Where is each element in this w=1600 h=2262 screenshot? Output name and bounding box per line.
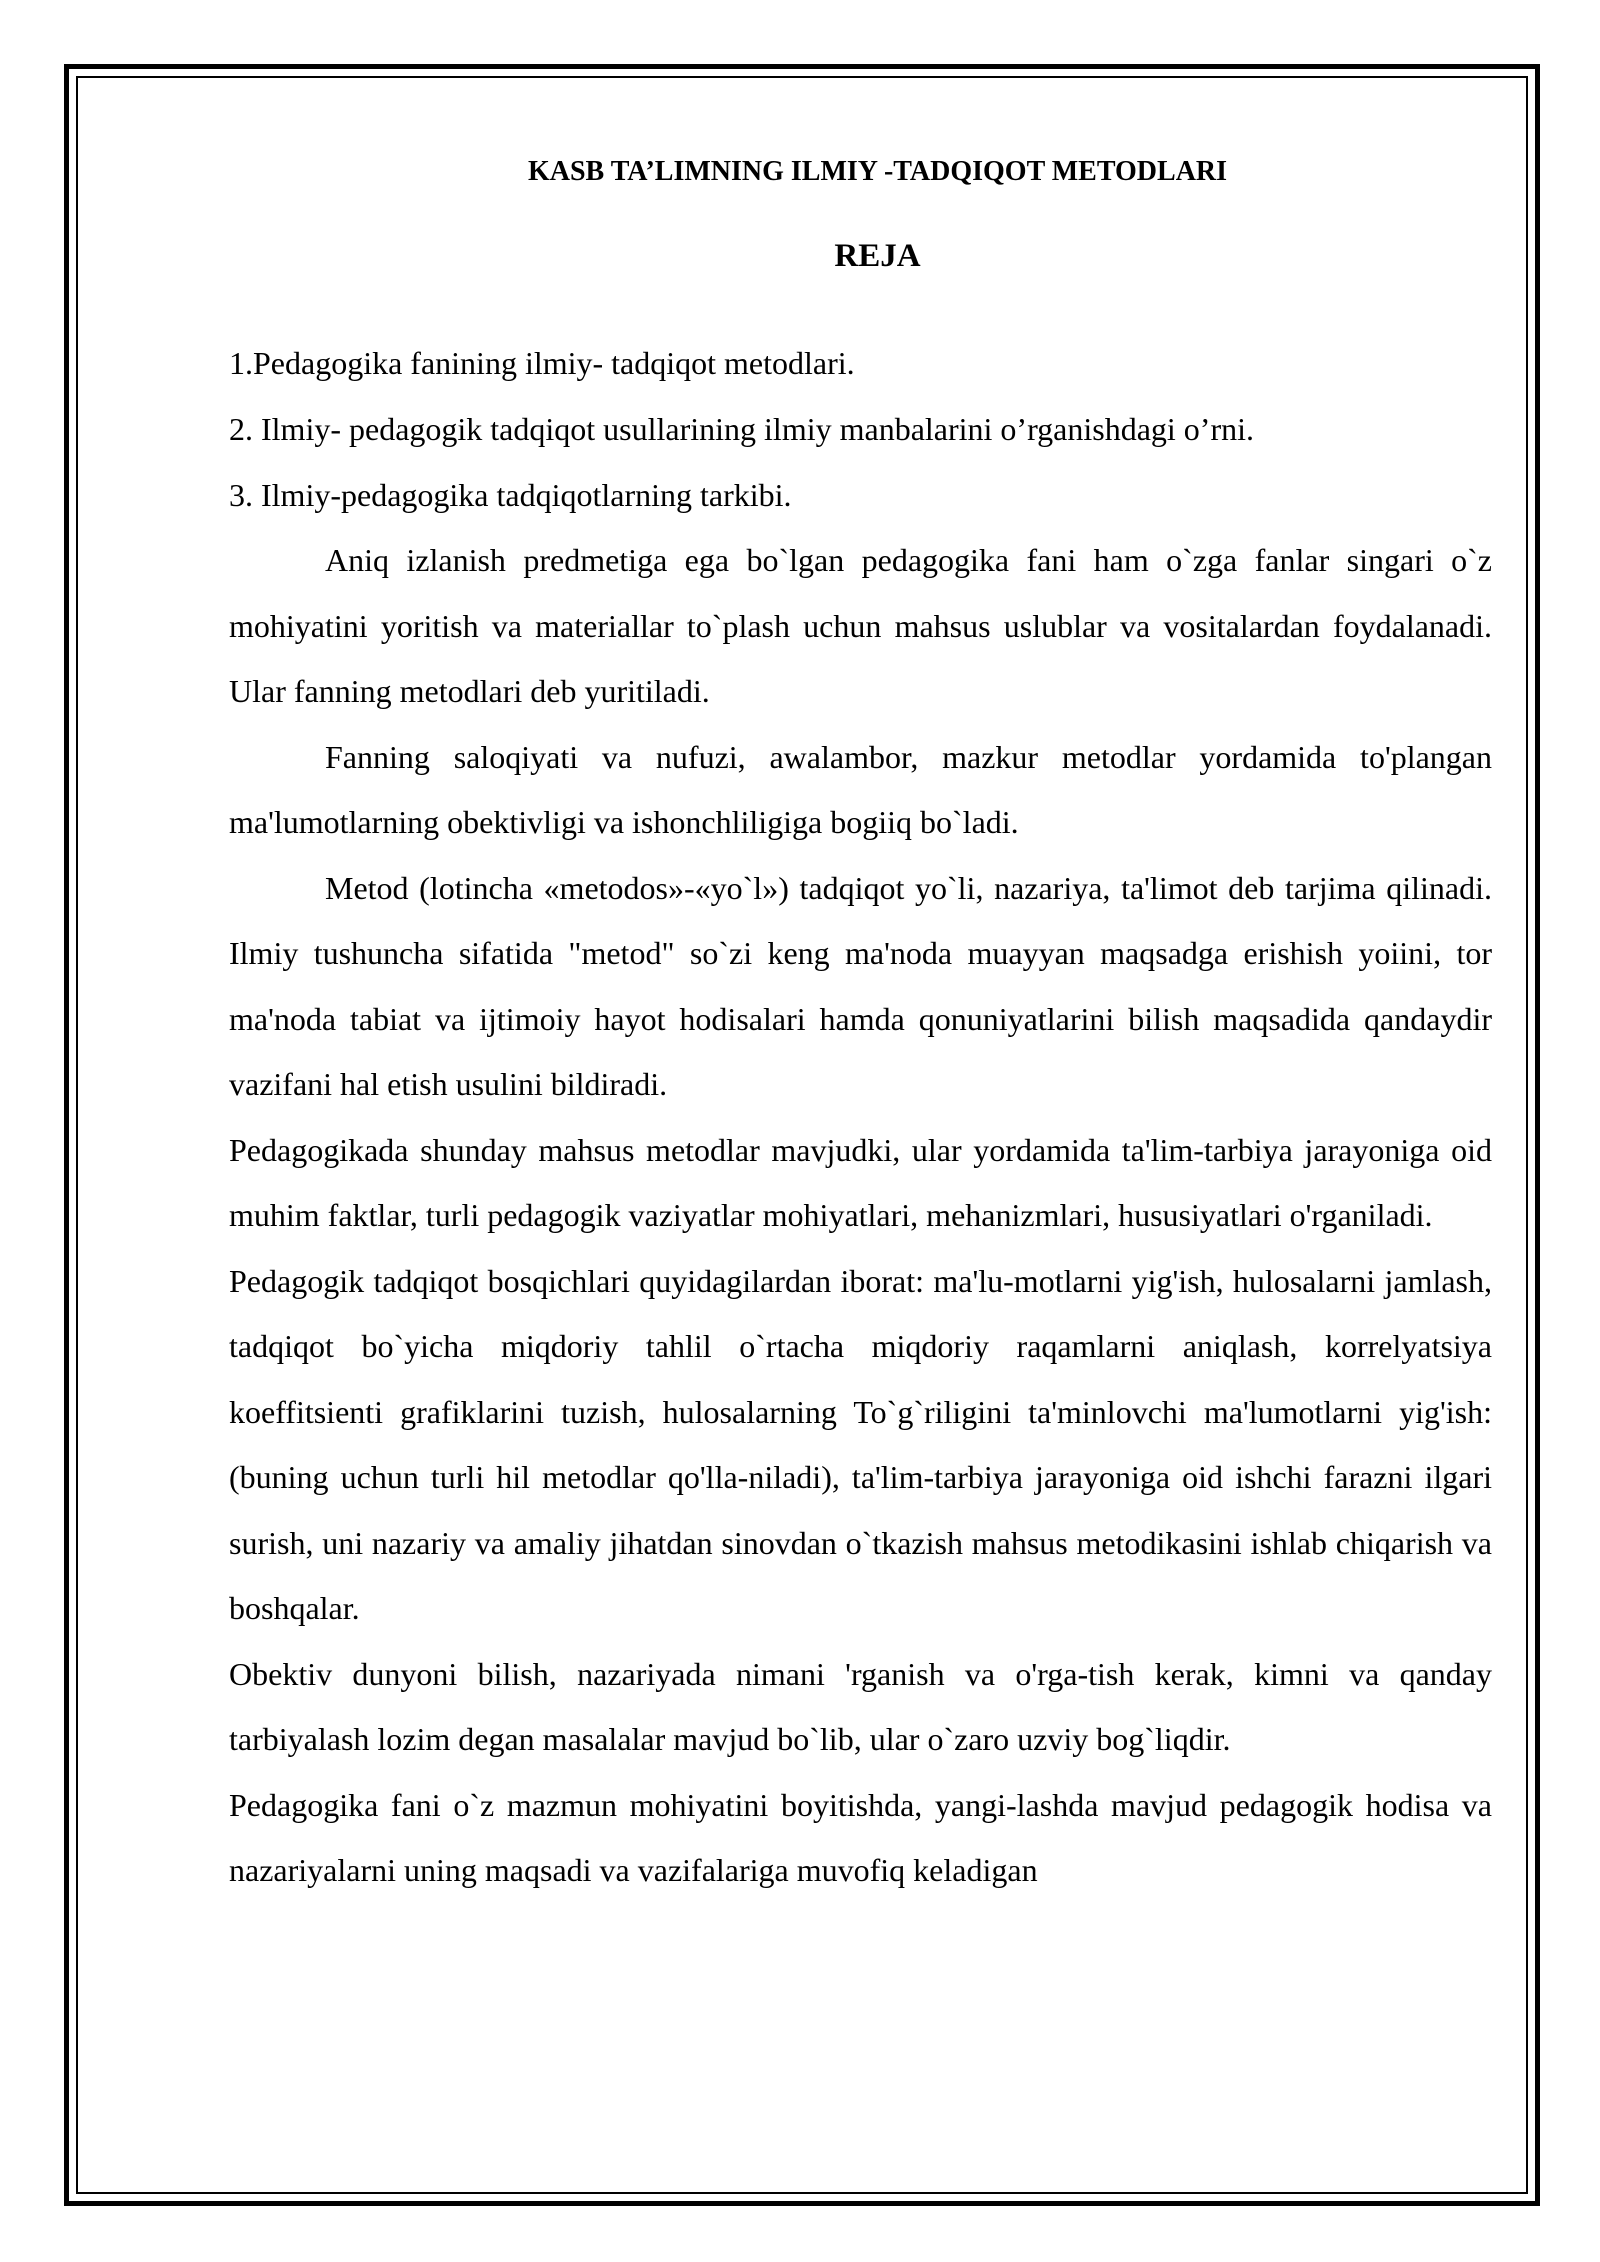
document-body (229, 148, 1492, 1904)
paragraph: Fanning saloqiyati va nufuzi, awalambor, mazkur metodlar yordamida to'plangan ma'lumotlarning obektivligi va ishonchliligiga bogiiq bo`ladi. (229, 738, 1492, 840)
paragraph: Metod (lotincha «metodos»-«yo`l») tadqiqot yo`li, nazariya, ta'limot deb tarjima qilinadi. Ilmiy tushuncha sifatida "metod" so`zi keng ma'noda muayyan maqsadga erishish yoiini, tor ma'noda tabiat va ijtimoiy hayot hodisalari hamda qonuniyatlarini bilish maqsadida qandaydir vazifani hal etish usulini bildiradi. (229, 869, 1492, 1102)
plan-heading: REJA (834, 238, 921, 274)
paragraph: Aniq izlanish predmetiga ega bo`lgan pedagogika fani ham o`zga fanlar singari o`z mohiyatini yoritish va materiallar to`plash uchun mahsus uslublar va vositalardan foydalanadi. Ular fanning metodlari deb yuritiladi. (229, 542, 1492, 709)
plan-item: 2. Ilmiy- pedagogik tadqiqot usullarining ilmiy manbalarini o’rganishdagi o’rni. (229, 411, 1254, 447)
paragraph: Pedagogikada shunday mahsus metodlar mavjudki, ular yordamida ta'lim-tarbiya jarayoniga oid muhim faktlar, turli pedagogik vaziyatlar mohiyatlari, mehanizmlari, hususiyatlari o'rganiladi. (229, 1131, 1492, 1233)
paragraph: Pedagogika fani o`z mazmun mohiyatini boyitishda, yangi-lashda mavjud pedagogik hodisa va nazariyalarni uning maqsadi va vazifalariga muvofiq keladigan (229, 1786, 1492, 1888)
paragraph: Pedagogik tadqiqot bosqichlari quyidagilardan iborat: ma'lu-motlarni yig'ish, hulosalarni jamlash, tadqiqot bo`yicha miqdoriy tahlil o`rtacha miqdoriy raqamlarni aniqlash, korrelyatsiya koeffitsienti grafiklarini tuzish, hulosalarning To`g`riligini ta'minlovchi ma'lumotlarni yig'ish: (buning uchun turli hil metodlar qo'lla-niladi), ta'lim-tarbiya jarayoniga oid ishchi farazni ilgari surish, uni nazariy va amaliy jihatdan sinovdan o`tkazish mahsus metodikasini ishlab chiqarish va boshqalar. (229, 1262, 1492, 1626)
plan-item: 1.Pedagogika fanining ilmiy- tadqiqot metodlari. (229, 345, 855, 381)
plan-list (229, 330, 1492, 528)
paragraph: Obektiv dunyoni bilish, nazariyada nimani 'rganish va o'rga-tish kerak, kimni va qanday tarbiyalash lozim degan masalalar mavjud bo`lib, ular o`zaro uzviy bog`liqdir. (229, 1655, 1492, 1757)
document-title: KASB TA’LIMNING ILMIY -TADQIQOT METODLARI (527, 156, 1228, 187)
body-text (229, 528, 1492, 1904)
plan-item: 3. Ilmiy-pedagogika tadqiqotlarning tarkibi. (229, 477, 792, 513)
